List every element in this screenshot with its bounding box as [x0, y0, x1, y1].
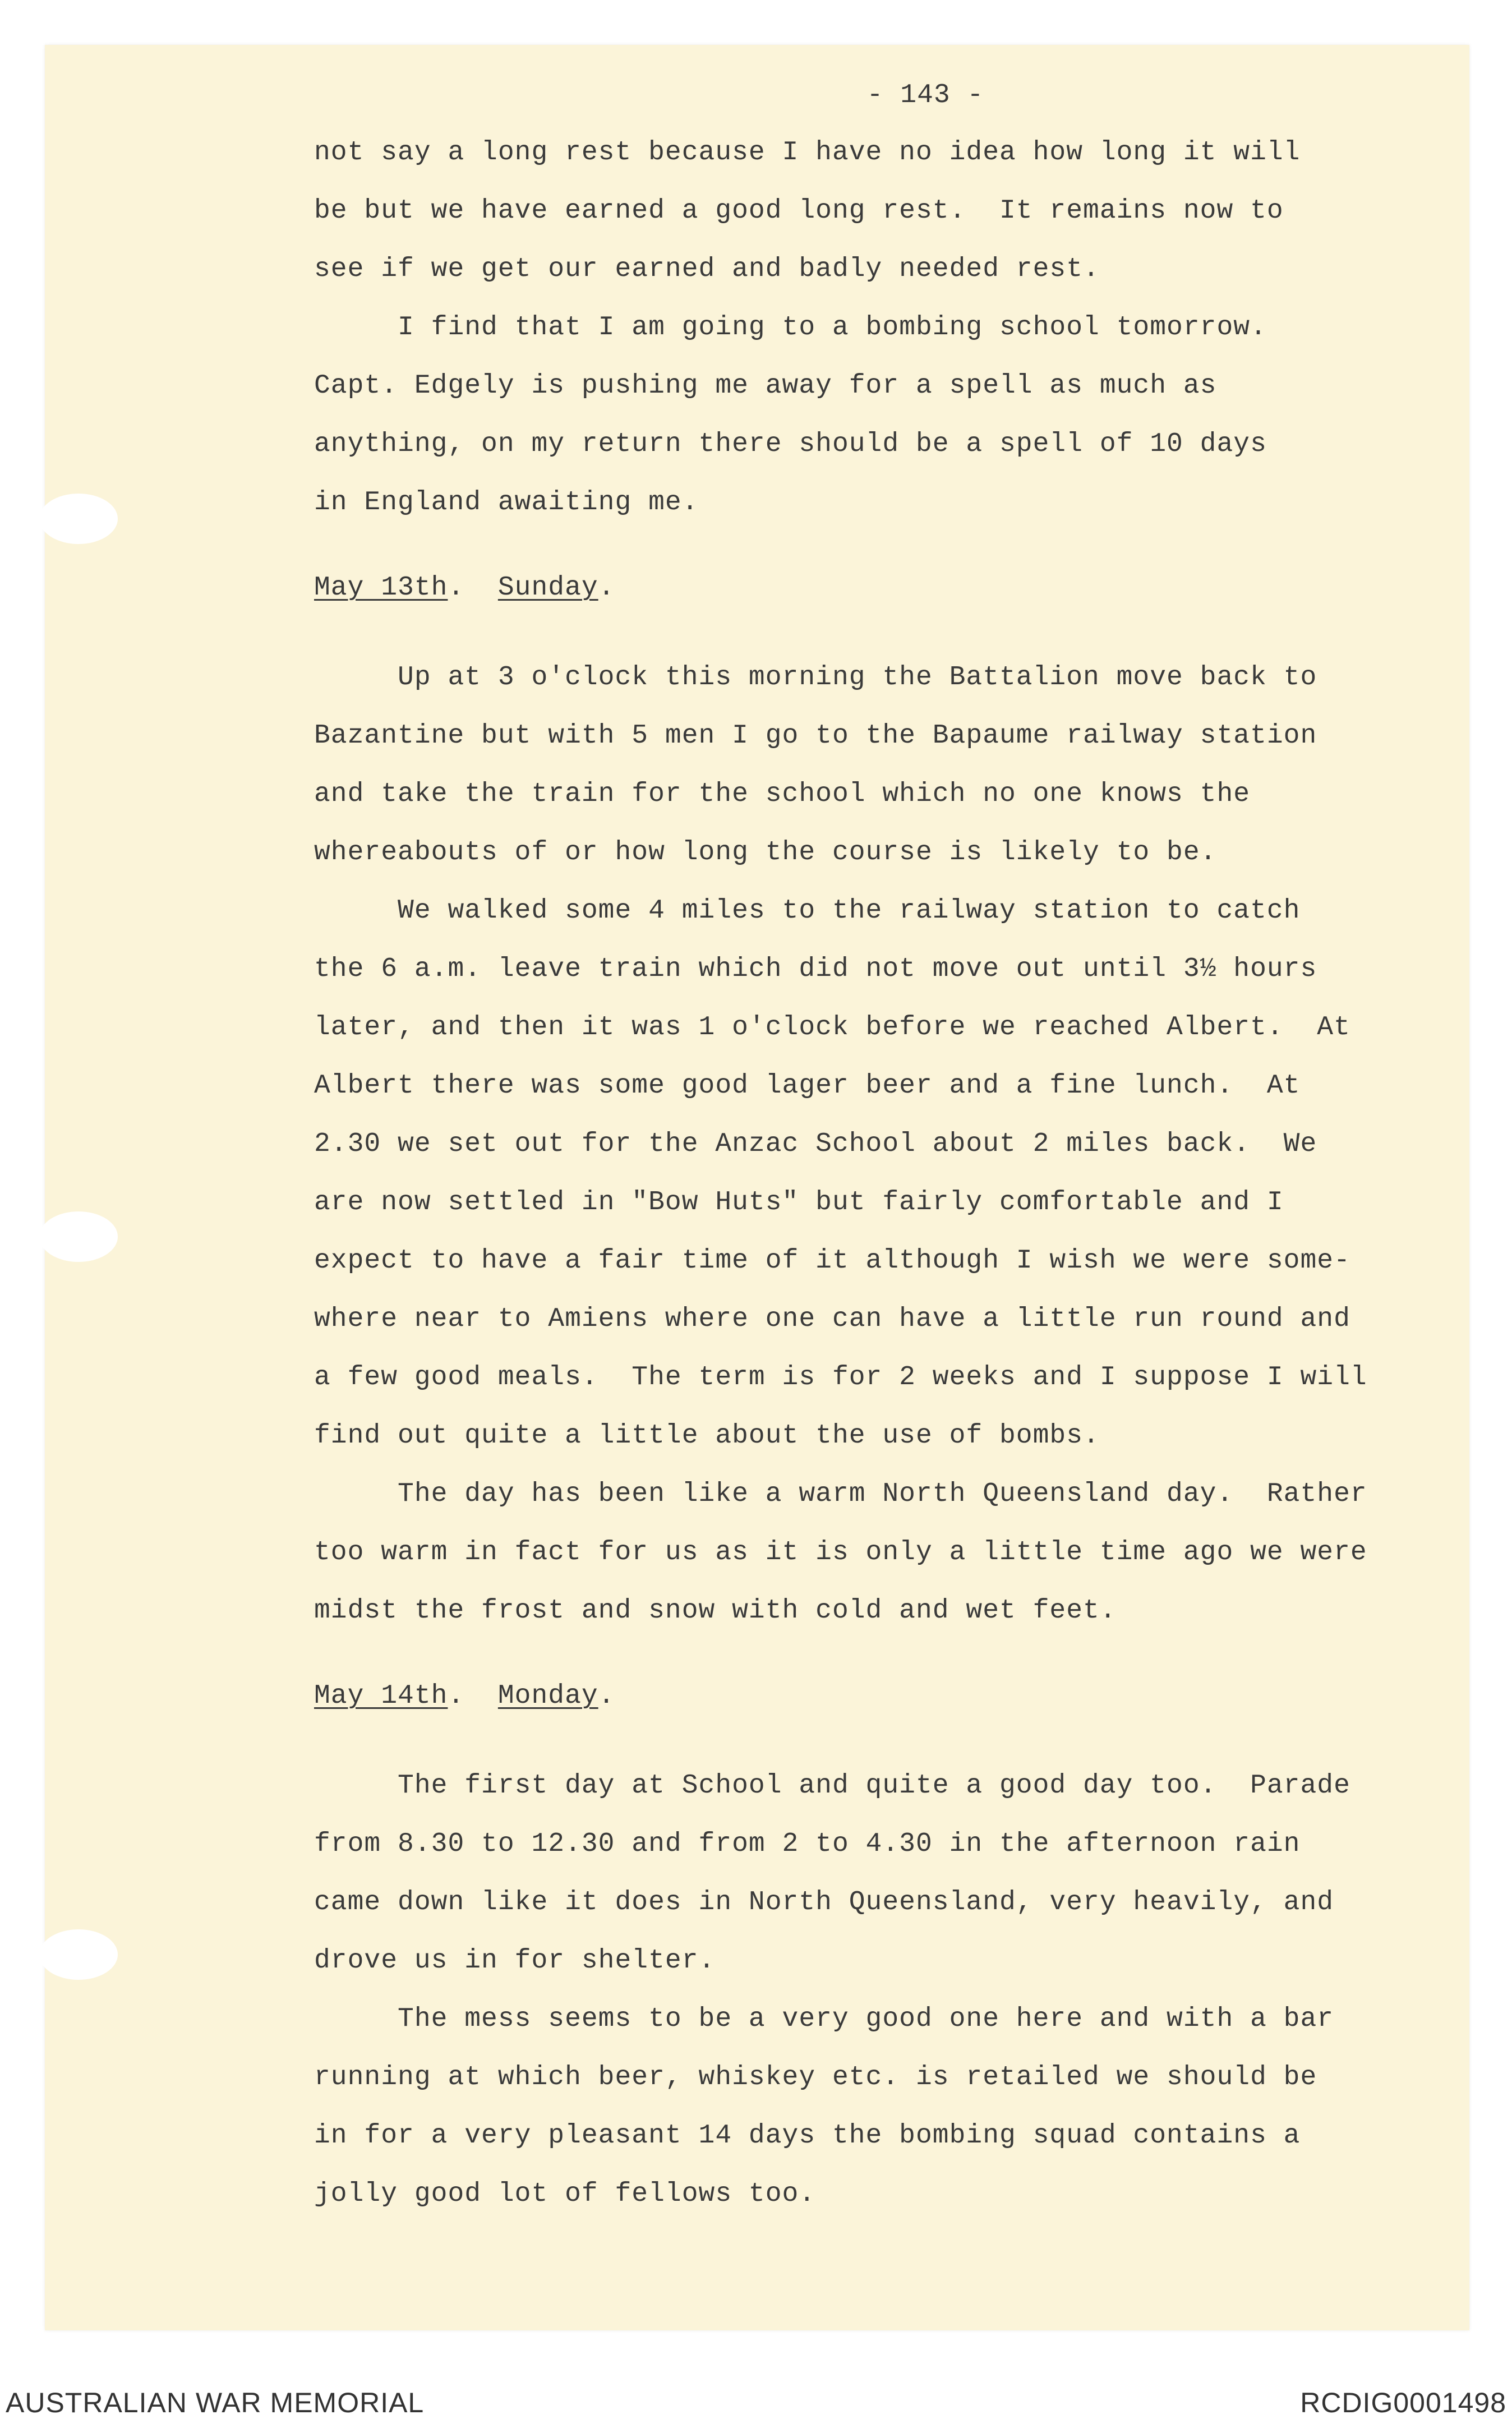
text-line: Capt. Edgely is pushing me away for a spell as much as	[314, 371, 1217, 401]
date-heading-may-13: May 13th. Sunday.	[314, 573, 615, 603]
text-line: expect to have a fair time of it although I wish we were some-	[314, 1246, 1350, 1276]
date-heading-may-14: May 14th. Monday.	[314, 1681, 615, 1711]
text-line: see if we get our earned and badly needed rest.	[314, 254, 1100, 284]
text-line: 2.30 we set out for the Anzac School about 2 miles back. We	[314, 1129, 1317, 1159]
text-line: Albert there was some good lager beer and a fine lunch. At	[314, 1071, 1301, 1101]
text-line: a few good meals. The term is for 2 weeks and I suppose I will	[314, 1362, 1367, 1393]
heading-day: Sunday	[497, 573, 598, 603]
footer-institution: AUSTRALIAN WAR MEMORIAL	[6, 2387, 425, 2418]
punch-hole	[39, 494, 118, 544]
paragraph-block-2	[314, 648, 1425, 1640]
text-line: from 8.30 to 12.30 and from 2 to 4.30 in the afternoon rain	[314, 1829, 1301, 1859]
punch-hole	[39, 1929, 118, 1980]
heading-date: May 14th	[314, 1681, 448, 1711]
text-line: anything, on my return there should be a spell of 10 days	[314, 429, 1267, 459]
text-line: later, and then it was 1 o'clock before we reached Albert. At	[314, 1012, 1350, 1043]
heading-day: Monday	[497, 1681, 598, 1711]
footer-record-id: RCDIG0001498	[1300, 2387, 1506, 2418]
page-number: - 143 -	[866, 80, 984, 110]
punch-hole	[39, 1211, 118, 1262]
text-line: We walked some 4 miles to the railway station to catch	[314, 896, 1301, 926]
text-line: and take the train for the school which no one knows the	[314, 779, 1251, 809]
text-line: in England awaiting me.	[314, 487, 699, 518]
text-line: The first day at School and quite a good day too. Parade	[314, 1771, 1350, 1801]
text-line: jolly good lot of fellows too.	[314, 2179, 816, 2209]
text-line: are now settled in "Bow Huts" but fairly comfortable and I	[314, 1187, 1284, 1218]
text-line: midst the frost and snow with cold and wet feet.	[314, 1596, 1117, 1626]
text-line: Bazantine but with 5 men I go to the Bapaume railway station	[314, 721, 1317, 751]
paragraph-block-1	[314, 123, 1425, 532]
typed-text	[314, 67, 1425, 2223]
text-line: too warm in fact for us as it is only a little time ago we were	[314, 1537, 1367, 1568]
text-line: I find that I am going to a bombing school tomorrow.	[314, 312, 1267, 343]
text-line: whereabouts of or how long the course is likely to be.	[314, 837, 1217, 868]
text-line: drove us in for shelter.	[314, 1946, 716, 1976]
text-line: not say a long rest because I have no idea how long it will	[314, 137, 1301, 168]
text-line: Up at 3 o'clock this morning the Battalion move back to	[314, 662, 1317, 693]
text-line: in for a very pleasant 14 days the bombing squad contains a	[314, 2121, 1301, 2151]
text-line: The mess seems to be a very good one here and with a bar	[314, 2004, 1334, 2034]
text-line: The day has been like a warm North Queensland day. Rather	[314, 1479, 1367, 1509]
text-line: came down like it does in North Queensland, very heavily, and	[314, 1887, 1334, 1918]
text-line: find out quite a little about the use of bombs.	[314, 1421, 1100, 1451]
text-line: running at which beer, whiskey etc. is retailed we should be	[314, 2062, 1317, 2093]
text-line: where near to Amiens where one can have a little run round and	[314, 1304, 1350, 1334]
paragraph-block-3	[314, 1757, 1425, 2223]
text-line: be but we have earned a good long rest. It remains now to	[314, 196, 1284, 226]
heading-date: May 13th	[314, 573, 448, 603]
text-line: the 6 a.m. leave train which did not move out until 3½ hours	[314, 954, 1317, 984]
